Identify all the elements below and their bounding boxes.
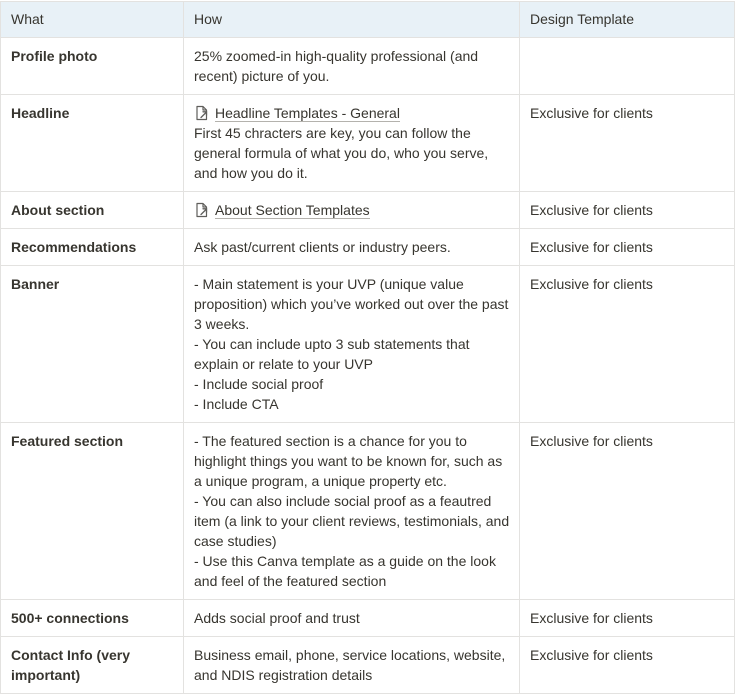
cell-how[interactable]	[184, 637, 520, 694]
cell-how[interactable]	[184, 95, 520, 192]
table-row	[1, 229, 735, 266]
cell-design[interactable]: Exclusive for clients	[520, 229, 735, 266]
cell-how[interactable]	[184, 266, 520, 423]
page-link[interactable]	[194, 200, 510, 220]
cell-how[interactable]	[184, 423, 520, 600]
cell-design[interactable]: Exclusive for clients	[520, 423, 735, 600]
cell-design[interactable]: Exclusive for clients	[520, 266, 735, 423]
how-line: Business email, phone, service locations, website, and NDIS registration details	[194, 647, 506, 683]
table-row	[1, 637, 735, 694]
cell-design[interactable]	[520, 38, 735, 95]
cell-what[interactable]: 500+ connections	[1, 600, 184, 637]
about-section-templates-link[interactable]: About Section Templates	[215, 202, 370, 218]
how-line: - You can also include social proof as a feautred item (a link to your client reviews, testimonials, and case studies)	[194, 493, 510, 549]
how-line: - The featured section is a chance for you to highlight things you want to be known for, such as a unique program, a unique property etc.	[194, 433, 503, 489]
cell-design[interactable]: Exclusive for clients	[520, 600, 735, 637]
page-link[interactable]	[194, 103, 510, 123]
header-design-template[interactable]: Design Template	[520, 2, 735, 38]
cell-what[interactable]: Recommendations	[1, 229, 184, 266]
cell-what[interactable]: Headline	[1, 95, 184, 192]
how-line: Adds social proof and trust	[194, 610, 360, 626]
linkedin-profile-table	[0, 1, 735, 694]
page-link-icon	[194, 105, 210, 121]
how-line: - Main statement is your UVP (unique value proposition) which you’ve worked out over the past 3 weeks.	[194, 276, 509, 332]
table-row	[1, 38, 735, 95]
headline-templates-link[interactable]: Headline Templates - General	[215, 105, 400, 121]
cell-design[interactable]: Exclusive for clients	[520, 637, 735, 694]
table-row	[1, 600, 735, 637]
how-line: 25% zoomed-in high-quality professional (and recent) picture of you.	[194, 48, 479, 84]
header-how[interactable]: How	[184, 2, 520, 38]
table-row	[1, 95, 735, 192]
table-row	[1, 266, 735, 423]
cell-design[interactable]: Exclusive for clients	[520, 192, 735, 229]
page-link-icon	[194, 202, 210, 218]
cell-how[interactable]	[184, 38, 520, 95]
cell-what[interactable]: Banner	[1, 266, 184, 423]
how-line: First 45 chracters are key, you can follow the general formula of what you do, who you serve, and how you do it.	[194, 125, 489, 181]
cell-how[interactable]	[184, 600, 520, 637]
header-what[interactable]: What	[1, 2, 184, 38]
cell-what[interactable]: Featured section	[1, 423, 184, 600]
cell-how[interactable]	[184, 192, 520, 229]
cell-what[interactable]: Profile photo	[1, 38, 184, 95]
cell-what[interactable]: Contact Info (very important)	[1, 637, 184, 694]
table-row	[1, 192, 735, 229]
how-line: - You can include upto 3 sub statements that explain or relate to your UVP	[194, 336, 470, 372]
how-line: - Use this Canva template as a guide on the look and feel of the featured section	[194, 553, 496, 589]
cell-how[interactable]	[184, 229, 520, 266]
how-line: Ask past/current clients or industry peers.	[194, 239, 451, 255]
header-row	[1, 2, 735, 38]
cell-design[interactable]: Exclusive for clients	[520, 95, 735, 192]
cell-what[interactable]: About section	[1, 192, 184, 229]
how-line: - Include social proof	[194, 376, 324, 392]
how-line: - Include CTA	[194, 396, 279, 412]
table-row	[1, 423, 735, 600]
